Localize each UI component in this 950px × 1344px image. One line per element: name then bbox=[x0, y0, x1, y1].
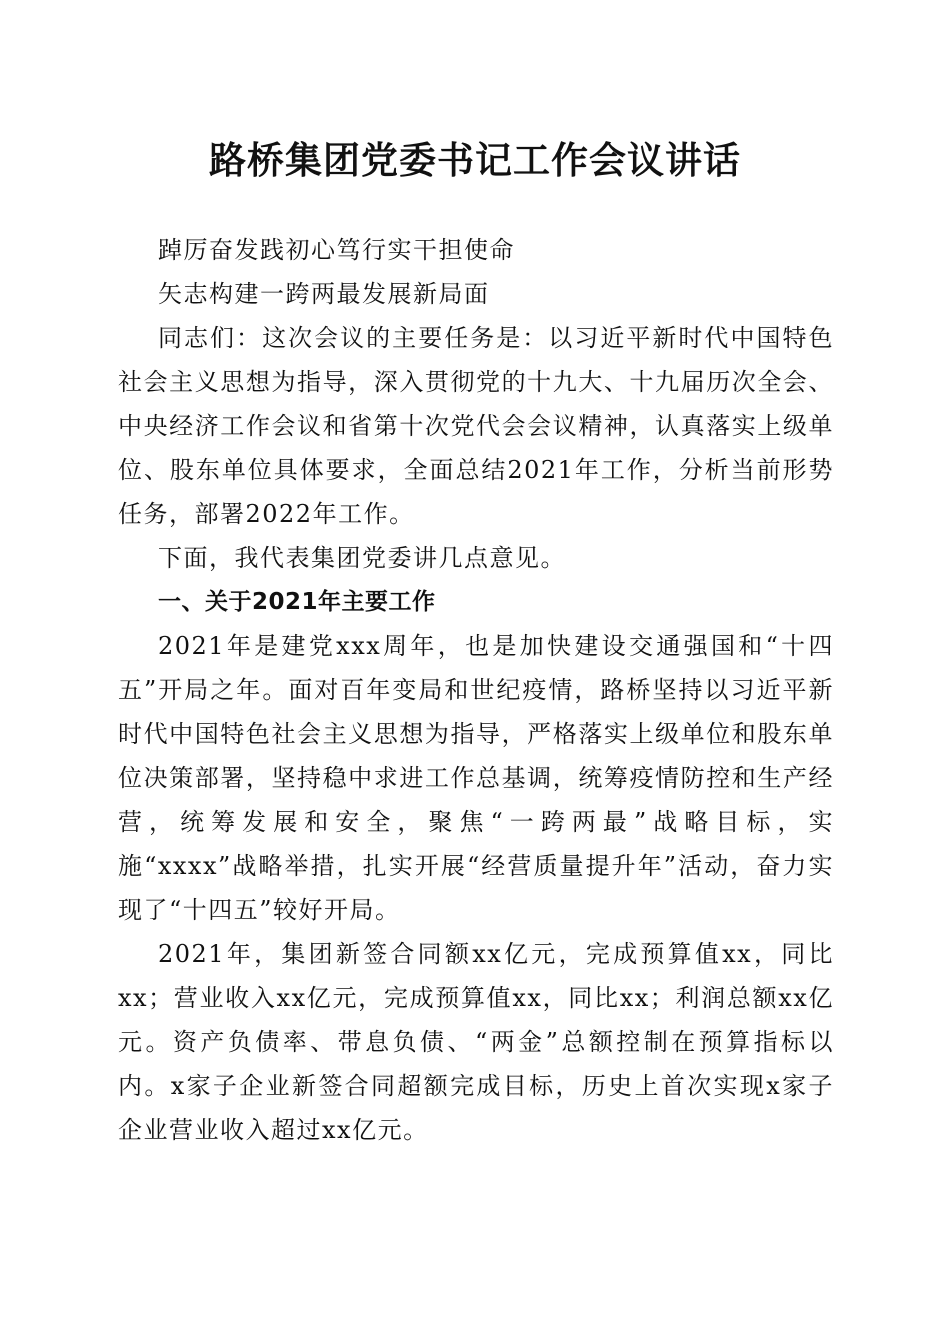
section-paragraph: 2021年是建党xxx周年，也是加快建设交通强国和“十四五”开局之年。面对百年变局和世纪疫情，路桥坚持以习近平新时代中国特色社会主义思想为指导，严格落实上级单位和股东单位决策部署，坚持稳中求进工作总基调，统筹疫情防控和生产经营，统筹发展和安全，聚焦“一跨两最”战略目标，实施“xxxx”战略举措，扎实开展“经营质量提升年”活动，奋力实现了“十四五”较好开局。 bbox=[118, 632, 834, 924]
section-heading: 一、关于2021年主要工作 bbox=[158, 589, 436, 615]
section-paragraph: 2021年，集团新签合同额xx亿元，完成预算值xx，同比xx；营业收入xx亿元，完成预算值xx，同比xx；利润总额xx亿元。资产负债率、带息负债、“两金”总额控制在预算指标以内。x家子企业新签合同超额完成目标，历史上首次实现x家子企业营业收入超过xx亿元。 bbox=[118, 940, 834, 1144]
subtitle-line-1: 踔厉奋发践初心笃行实干担使命 bbox=[158, 236, 515, 264]
intro-paragraph: 下面，我代表集团党委讲几点意见。 bbox=[158, 544, 566, 572]
document-title: 路桥集团党委书记工作会议讲话 bbox=[209, 138, 741, 182]
subtitle-line-2: 矢志构建一跨两最发展新局面 bbox=[158, 280, 490, 308]
opening-paragraph: 同志们：这次会议的主要任务是：以习近平新时代中国特色社会主义思想为指导，深入贯彻党的十九大、十九届历次全会、中央经济工作会议和省第十次党代会会议精神，认真落实上级单位、股东单位具体要求，全面总结2021年工作，分析当前形势任务，部署2022年工作。 bbox=[118, 324, 834, 528]
document-body bbox=[118, 228, 834, 1152]
